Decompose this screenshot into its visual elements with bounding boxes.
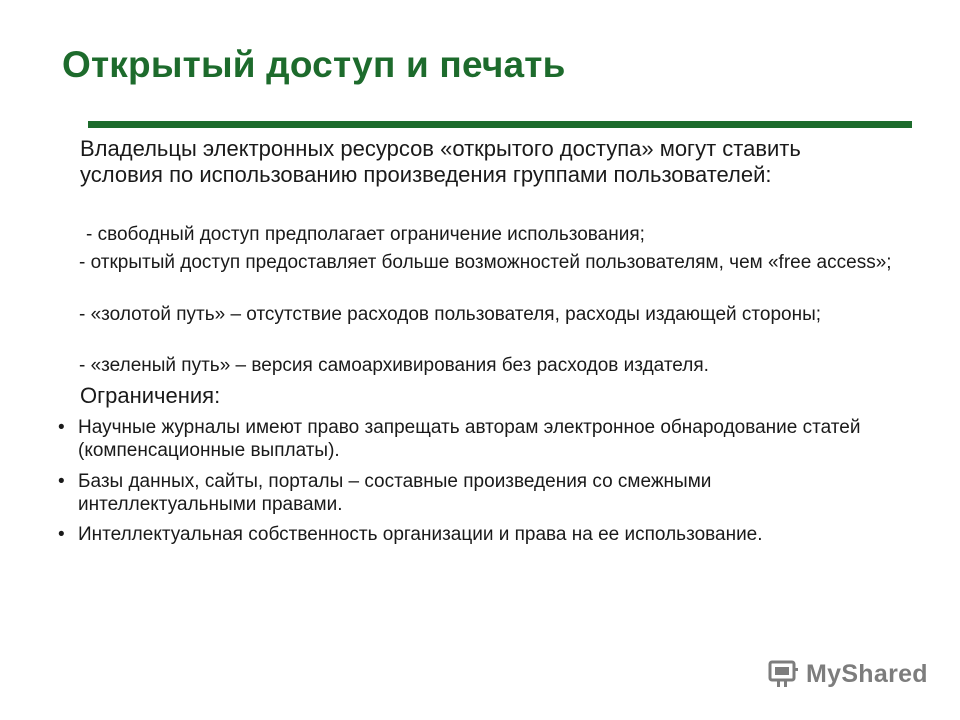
dash-item-open-access: - открытый доступ предоставляет больше возможностей пользователям, чем «free access»; <box>79 252 892 273</box>
intro-paragraph: Владельцы электронных ресурсов «открытого доступа» могут ставить условия по использованию произведения группами пользователей: <box>80 136 801 187</box>
myshared-logo-icon <box>768 658 800 690</box>
dash-item-green-road: - «зеленый путь» – версия самоархивирования без расходов издателя. <box>79 355 709 376</box>
dash-item-golden-road: - «золотой путь» – отсутствие расходов пользователя, расходы издающей стороны; <box>79 304 822 325</box>
dash-item-free-access: - свободный доступ предполагает ограничение использования; <box>86 224 645 245</box>
bullet-text: Интеллектуальная собственность организации и права на ее использование. <box>78 524 763 545</box>
restrictions-heading: Ограничения: <box>80 383 221 408</box>
bullet-item-journals <box>58 416 878 462</box>
bullet-item-databases <box>58 470 878 516</box>
bullet-item-ip <box>58 523 878 546</box>
watermark-text: MyShared <box>806 659 928 688</box>
slide-title: Открытый доступ и печать <box>62 44 566 85</box>
myshared-watermark[interactable] <box>768 656 928 692</box>
bullet-text: Научные журналы имеют право запрещать авторам электронное обнародование статей (компенсационные выплаты). <box>78 417 861 461</box>
bullet-dot-icon: • <box>58 417 65 438</box>
title-underline-rule <box>88 121 912 128</box>
bullet-dot-icon: • <box>58 524 65 545</box>
bullet-text: Базы данных, сайты, порталы – составные произведения со смежными интеллектуальными правами. <box>78 471 712 515</box>
bullet-dot-icon: • <box>58 471 65 492</box>
